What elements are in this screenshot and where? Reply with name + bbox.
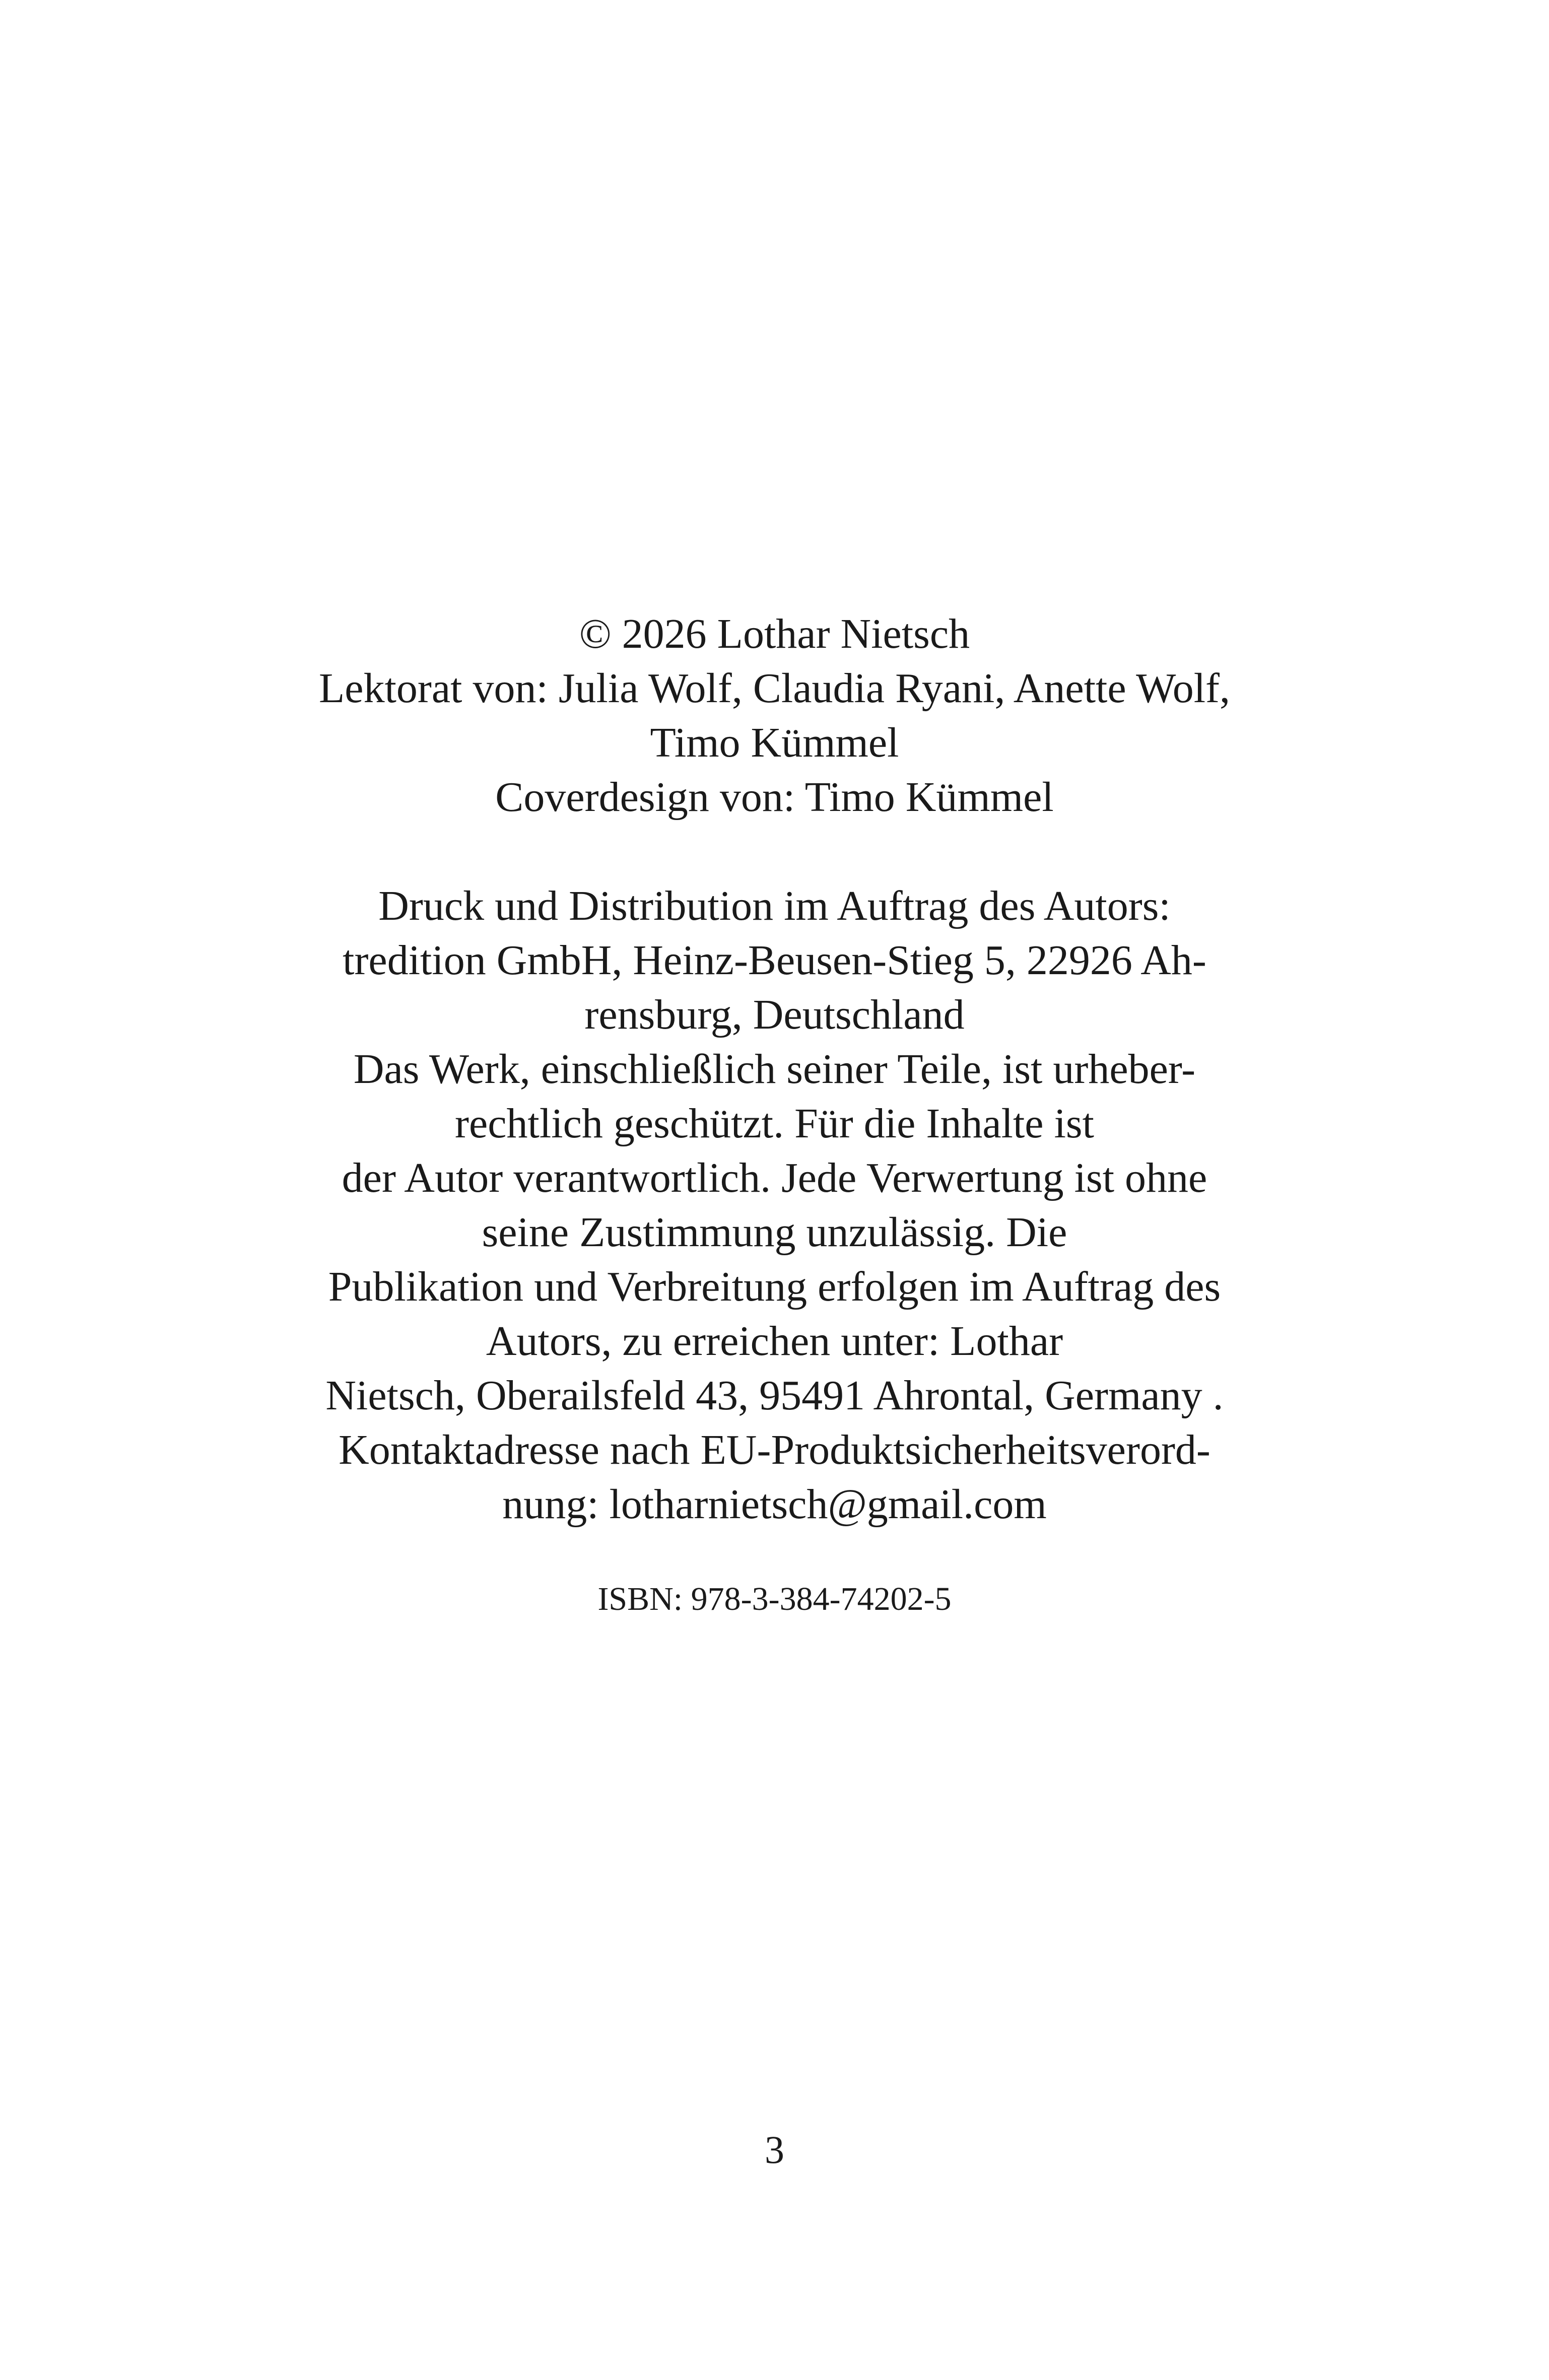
copyright-line: © 2026 Lothar Nietsch [579,610,970,657]
legal-text-line: der Autor verantwortlich. Jede Verwertung ist ohne [342,1154,1207,1201]
legal-text-line: rechtlich geschützt. Für die Inhalte ist [455,1100,1094,1147]
cover-design-credit: Coverdesign von: Timo Kümmel [495,774,1054,821]
legal-text-line: Publikation und Verbreitung erfolgen im Auftrag des [328,1263,1221,1310]
editing-credit-line: Timo Kümmel [650,719,899,766]
legal-text-line: nung: lotharnietsch@gmail.com [502,1481,1047,1528]
legal-text-line: Druck und Distribution im Auftrag des Autors: [378,882,1171,929]
legal-text-line: Nietsch, Oberailsfeld 43, 95491 Ahrontal, Germany . [325,1372,1224,1419]
legal-text-line: Autors, zu erreichen unter: Lothar [486,1318,1063,1365]
page-number: 3 [765,2128,784,2171]
legal-text-line: Kontaktadresse nach EU-Produktsicherheitsverord- [339,1426,1210,1473]
legal-text-line: rensburg, Deutschland [584,991,965,1038]
editing-credit-line: Lektorat von: Julia Wolf, Claudia Ryani, Anette Wolf, [318,665,1231,712]
legal-text-line: Das Werk, einschließlich seiner Teile, ist urheber- [353,1046,1196,1093]
legal-text-line: seine Zustimmung unzulässig. Die [482,1209,1067,1256]
legal-text-line: tredition GmbH, Heinz-Beusen-Stieg 5, 22926 Ah- [343,937,1206,984]
paragraph-gap [0,825,1549,879]
isbn-line: ISBN: 978-3-384-74202-5 [597,1581,952,1617]
imprint-block [0,607,1549,1532]
